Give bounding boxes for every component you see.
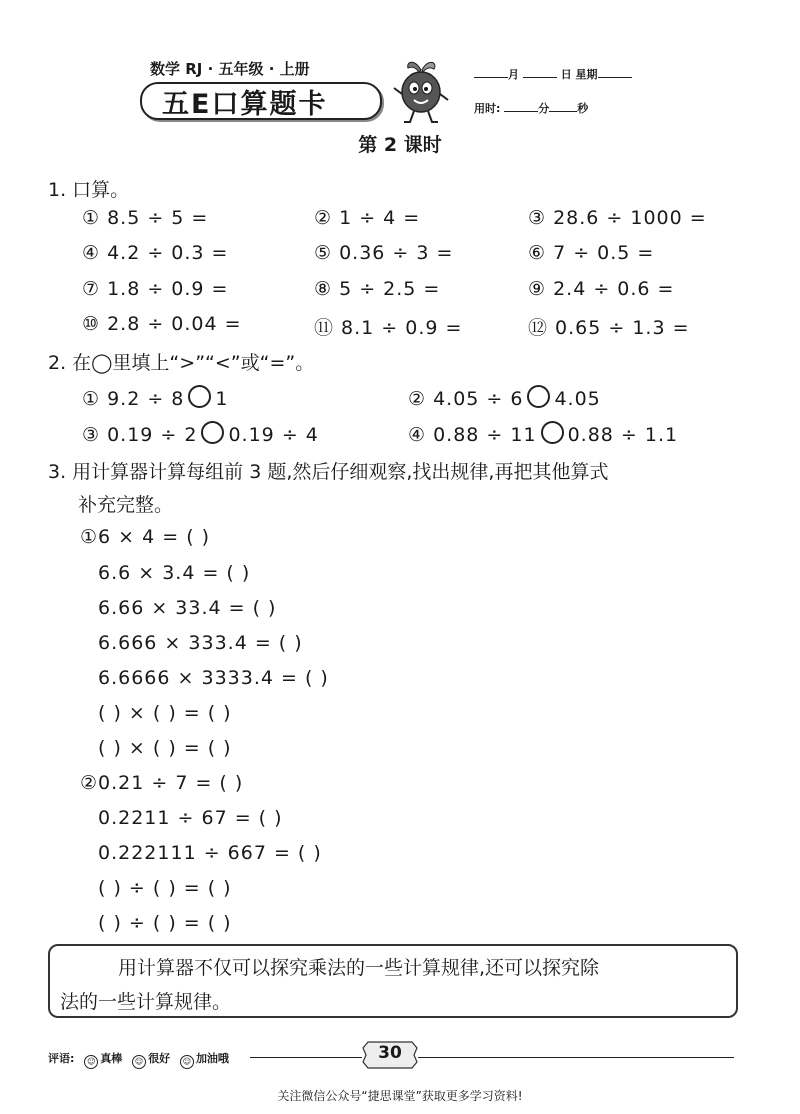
footer-rule-left xyxy=(250,1057,362,1058)
q3-part1-line: 6.6666 × 3333.4 = ( ) xyxy=(98,667,329,689)
compare-right: 0.88 ÷ 1.1 xyxy=(567,424,679,446)
q3-part2-line: 0.222111 ÷ 667 = ( ) xyxy=(98,842,322,864)
mascot-illustration xyxy=(392,56,450,126)
compare-right: 4.05 xyxy=(554,388,601,410)
q3-part1-line: ①6 × 4 = ( ) xyxy=(80,526,211,548)
day-label: 日 xyxy=(560,68,572,81)
q1-item: ④ 4.2 ÷ 0.3 = xyxy=(82,242,229,264)
compare-right: 0.19 ÷ 4 xyxy=(228,424,319,446)
q3-part1-line: ( ) × ( ) = ( ) xyxy=(98,737,232,759)
answer-circle[interactable] xyxy=(188,385,211,408)
q1-item: ⑧ 5 ÷ 2.5 = xyxy=(314,278,441,300)
q1-item: ① 8.5 ÷ 5 = xyxy=(82,207,209,229)
tip-line2: 法的一些计算规律。 xyxy=(60,991,232,1013)
answer-circle[interactable] xyxy=(527,385,550,408)
q3-part2-line: ( ) ÷ ( ) = ( ) xyxy=(98,912,232,934)
q1-item: ⑫ 0.65 ÷ 1.3 = xyxy=(528,317,690,339)
q3-part2-line: ②0.21 ÷ 7 = ( ) xyxy=(80,772,244,794)
minute-label: 分 xyxy=(538,102,550,115)
q3-part1-line: ( ) × ( ) = ( ) xyxy=(98,702,232,724)
q1-item: ⑦ 1.8 ÷ 0.9 = xyxy=(82,278,229,300)
q1-item: ⑩ 2.8 ÷ 0.04 = xyxy=(82,313,242,335)
rating-great: 真棒 xyxy=(100,1052,123,1065)
q3-part1-line: 6.66 × 33.4 = ( ) xyxy=(98,597,277,619)
evaluation-row xyxy=(48,1050,229,1069)
q3-part2-line: 0.2211 ÷ 67 = ( ) xyxy=(98,807,283,829)
month-label: 月 xyxy=(508,68,519,81)
weekday-label: 星期 xyxy=(575,68,598,81)
q1-title: 1. 口算。 xyxy=(48,179,130,201)
answer-circle[interactable] xyxy=(541,421,564,444)
banner-title: 五E口算题卡 xyxy=(162,89,328,120)
compare-right: 1 xyxy=(215,388,229,410)
q1-item: ② 1 ÷ 4 = xyxy=(314,207,421,229)
compare-left: ③ 0.19 ÷ 2 xyxy=(82,424,198,446)
page-number: 30 xyxy=(378,1043,402,1063)
q1-item: ⑤ 0.36 ÷ 3 = xyxy=(314,242,454,264)
q3-part2-line: ( ) ÷ ( ) = ( ) xyxy=(98,877,232,899)
q1-item: ⑨ 2.4 ÷ 0.6 = xyxy=(528,278,675,300)
rating-cheer: 加油哦 xyxy=(195,1052,229,1065)
great-face-icon: ☺ xyxy=(84,1055,98,1069)
compare-item xyxy=(408,421,678,446)
date-line xyxy=(474,66,632,82)
answer-circle[interactable] xyxy=(201,421,224,444)
q3-part1-line: 6.666 × 333.4 = ( ) xyxy=(98,632,303,654)
compare-left: ① 9.2 ÷ 8 xyxy=(82,388,185,410)
cheer-face-icon: ☺ xyxy=(180,1055,194,1069)
footer-rule-right xyxy=(418,1057,734,1058)
q3-title-line2: 补充完整。 xyxy=(78,494,174,516)
compare-left: ② 4.05 ÷ 6 xyxy=(408,388,524,410)
time-line xyxy=(474,100,588,116)
second-label: 秒 xyxy=(577,102,589,115)
q1-item: ⑥ 7 ÷ 0.5 = xyxy=(528,242,655,264)
q3-title-line1: 3. 用计算器计算每组前 3 题,然后仔细观察,找出规律,再把其他算式 xyxy=(48,461,609,483)
subject-label: 数学 RJ · 五年级 · 上册 xyxy=(150,60,310,78)
q1-item: ⑪ 8.1 ÷ 0.9 = xyxy=(314,317,463,339)
compare-item xyxy=(82,421,319,446)
time-label: 用时: xyxy=(474,102,501,115)
good-face-icon: ☺ xyxy=(132,1055,146,1069)
footer-notice: 关注微信公众号“捷思课堂”获取更多学习资料! xyxy=(277,1089,523,1103)
q2-title: 2. 在◯里填上“>”“<”或“=”。 xyxy=(48,352,315,374)
rating-good: 很好 xyxy=(148,1052,171,1065)
lesson-title: 第 2 课时 xyxy=(358,134,442,156)
compare-left: ④ 0.88 ÷ 11 xyxy=(408,424,537,446)
q3-part1-line: 6.6 × 3.4 = ( ) xyxy=(98,562,251,584)
q1-item: ③ 28.6 ÷ 1000 = xyxy=(528,207,707,229)
tip-line1: 用计算器不仅可以探究乘法的一些计算规律,还可以探究除 xyxy=(118,957,600,979)
compare-item xyxy=(408,385,601,410)
compare-item xyxy=(82,385,228,410)
evaluation-label: 评语: xyxy=(48,1052,75,1065)
